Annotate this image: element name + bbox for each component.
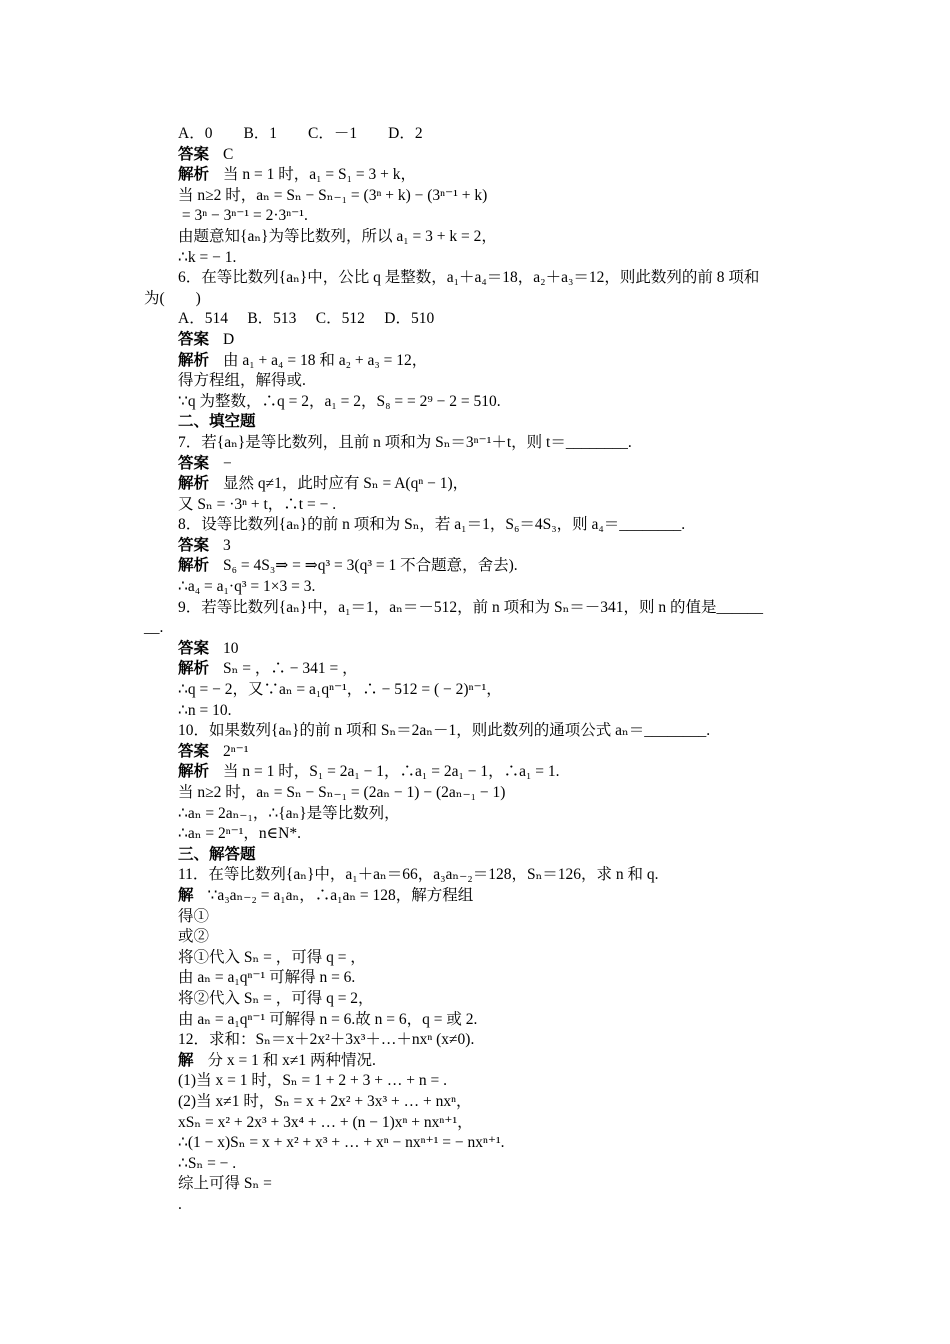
label-tag: 解 [178, 1051, 194, 1069]
text-line [0, 433, 950, 454]
line-text: − [223, 454, 232, 472]
text-line [0, 1113, 950, 1134]
label-tag: 答案 [178, 145, 210, 163]
line-text: ∴k = − 1. [178, 248, 237, 266]
line-text: (2)当 x≠1 时，Sₙ = x + 2x² + 3x³ + … + nxⁿ， [178, 1092, 472, 1110]
line-text: D [223, 330, 235, 348]
text-line [0, 1154, 950, 1175]
text-line [0, 783, 950, 804]
line-text: 或② [178, 928, 210, 946]
line-text: 将①代入 Sₙ = ，可得 q = ， [178, 948, 366, 966]
text-line [0, 248, 950, 269]
line-text: xSₙ = x² + 2x³ + 3x⁴ + … + (n − 1)xⁿ + nxⁿ⁺¹， [178, 1113, 473, 1131]
label-tag: 解析 [178, 166, 210, 184]
text-line [0, 824, 950, 845]
text-line [0, 721, 950, 742]
text-line [0, 1071, 950, 1092]
text-line [0, 1195, 950, 1216]
line-text: ∵a₃aₙ₋₂ = a₁aₙ，∴a₁aₙ = 128，解方程组 [207, 886, 474, 904]
text-line [0, 948, 950, 969]
line-text: 显然 q≠1，此时应有 Sₙ = A(qⁿ − 1)， [223, 475, 469, 493]
text-line [0, 577, 950, 598]
line-text: 由 a₁ + a₄ = 18 和 a₂ + a₃ = 12， [223, 351, 428, 369]
text-line [0, 145, 950, 166]
text-line [0, 289, 950, 310]
text-line [0, 495, 950, 516]
text-line [0, 804, 950, 825]
text-line [0, 989, 950, 1010]
text-line [0, 762, 950, 783]
label-tag: 解析 [178, 557, 210, 575]
text-line [0, 392, 950, 413]
label-tag: 解 [178, 886, 194, 904]
line-text: A．514 B．513 C．512 D．510 [178, 310, 435, 328]
line-text: 当 n = 1 时，a₁ = S₁ = 3 + k， [223, 166, 417, 184]
line-text: ∴aₙ = 2ⁿ⁻¹，n∈N*. [178, 825, 301, 843]
label-tag: 解析 [178, 660, 210, 678]
text-line [0, 618, 950, 639]
text-line [0, 227, 950, 248]
label-tag: 解析 [178, 475, 210, 493]
line-text: 又 Sₙ = ·3ⁿ + t，∴t = − . [178, 495, 337, 513]
line-text: S₆ = 4S₃⇒ = ⇒q³ = 3(q³ = 1 不合题意，舍去). [223, 557, 518, 575]
line-text: 当 n = 1 时，S₁ = 2a₁ − 1，∴a₁ = 2a₁ − 1，∴a₁ = 1. [223, 763, 560, 781]
text-line [0, 454, 950, 475]
line-text: 由 aₙ = a₁qⁿ⁻¹ 可解得 n = 6.故 n = 6，q = 或 2. [178, 1010, 478, 1028]
line-text: 由题意知{aₙ}为等比数列，所以 a₁ = 3 + k = 2， [178, 227, 497, 245]
line-text: 10 [223, 639, 239, 657]
text-line [0, 598, 950, 619]
line-text: 11．在等比数列{aₙ}中，a₁＋aₙ＝66，a₃aₙ₋₂＝128，Sₙ＝126，求 n 和 q. [178, 866, 659, 884]
label-tag: 解析 [178, 763, 210, 781]
line-text: 为( ) [144, 289, 201, 307]
line-text: 6．在等比数列{aₙ}中，公比 q 是整数，a₁＋a₄＝18，a₂＋a₃＝12，则此数列的前 8 项和 [178, 269, 760, 287]
line-text: ∴q = − 2，又∵aₙ = a₁qⁿ⁻¹，∴ − 512 = ( − 2)ⁿ⁻¹， [178, 681, 502, 699]
text-line [0, 474, 950, 495]
line-text: 三、解答题 [178, 845, 256, 863]
text-line [0, 371, 950, 392]
text-line [0, 309, 950, 330]
text-line [0, 206, 950, 227]
line-text: 12．求和：Sₙ＝x＋2x²＋3x³＋…＋nxⁿ (x≠0). [178, 1031, 475, 1049]
text-line [0, 886, 950, 907]
line-text: 当 n≥2 时，aₙ = Sₙ − Sₙ₋₁ = (3ⁿ + k) − (3ⁿ⁻¹ + k) [178, 186, 488, 204]
line-text: = 3ⁿ − 3ⁿ⁻¹ = 2·3ⁿ⁻¹. [178, 207, 308, 225]
line-text: ∴aₙ = 2aₙ₋₁，∴{aₙ}是等比数列， [178, 804, 400, 822]
line-text: 由 aₙ = a₁qⁿ⁻¹ 可解得 n = 6. [178, 969, 356, 987]
line-text: 得① [178, 907, 210, 925]
line-text: ∵q 为整数，∴q = 2，a₁ = 2，S₈ = = 2⁹ − 2 = 510. [178, 392, 501, 410]
text-line [0, 927, 950, 948]
label-tag: 答案 [178, 454, 210, 472]
line-text: A．0 B．1 C．－1 D．2 [178, 125, 423, 142]
line-text: 3 [223, 536, 231, 554]
text-line [0, 1010, 950, 1031]
line-text: 10．如果数列{aₙ}的前 n 项和 Sₙ＝2aₙ－1，则此数列的通项公式 aₙ＝________. [178, 722, 711, 740]
text-line [0, 165, 950, 186]
text-line [0, 536, 950, 557]
line-text: 综上可得 Sₙ = [178, 1175, 272, 1193]
line-text: 分 x = 1 和 x≠1 两种情况. [207, 1051, 376, 1069]
text-line [0, 1051, 950, 1072]
text-line [0, 515, 950, 536]
label-tag: 答案 [178, 330, 210, 348]
text-line [0, 639, 950, 660]
line-text: 当 n≥2 时，aₙ = Sₙ − Sₙ₋₁ = (2aₙ − 1) − (2aₙ₋₁ − 1) [178, 784, 506, 801]
line-text: C [223, 145, 234, 163]
line-text: 2ⁿ⁻¹ [223, 742, 249, 760]
text-line [0, 701, 950, 722]
text-line [0, 1092, 950, 1113]
text-line [0, 1133, 950, 1154]
text-line [0, 268, 950, 289]
text-line [0, 680, 950, 701]
line-text: 将②代入 Sₙ = ，可得 q = 2， [178, 989, 374, 1007]
text-line [0, 1030, 950, 1051]
text-line [0, 124, 950, 145]
text-line [0, 742, 950, 763]
line-text: 9．若等比数列{aₙ}中，a₁＝1，aₙ＝－512，前 n 项和为 Sₙ＝－341，则 n 的值是______ [178, 598, 764, 616]
line-text: (1)当 x = 1 时，Sₙ = 1 + 2 + 3 + … + n = . [178, 1072, 447, 1090]
line-text: Sₙ = ，∴ − 341 = ， [223, 660, 358, 678]
line-text: ∴(1 − x)Sₙ = x + x² + x³ + … + xⁿ − nxⁿ⁺¹ = − nxⁿ⁺¹. [178, 1134, 505, 1152]
line-text: __. [144, 619, 164, 637]
text-line [0, 968, 950, 989]
text-line [0, 659, 950, 680]
text-line [0, 556, 950, 577]
text-line [0, 351, 950, 372]
line-text: ∴Sₙ = − . [178, 1154, 237, 1172]
section-heading [0, 412, 950, 433]
line-text: ∴a₄ = a₁·q³ = 1×3 = 3. [178, 578, 316, 596]
text-line [0, 330, 950, 351]
line-text: . [178, 1195, 182, 1213]
label-tag: 答案 [178, 742, 210, 760]
line-text: ∴n = 10. [178, 701, 232, 719]
label-tag: 答案 [178, 639, 210, 657]
line-text: 7．若{aₙ}是等比数列，且前 n 项和为 Sₙ＝3ⁿ⁻¹＋t，则 t＝________. [178, 433, 632, 451]
text-line [0, 186, 950, 207]
text-line [0, 907, 950, 928]
section-heading [0, 845, 950, 866]
text-line [0, 865, 950, 886]
line-text: 得方程组，解得或. [178, 372, 306, 390]
document-page [0, 124, 950, 1215]
label-tag: 解析 [178, 351, 210, 369]
label-tag: 答案 [178, 536, 210, 554]
text-line [0, 1174, 950, 1195]
line-text: 8．设等比数列{aₙ}的前 n 项和为 Sₙ，若 a₁＝1，S₆＝4S₃，则 a₄＝________. [178, 516, 686, 534]
line-text: 二、填空题 [178, 413, 256, 431]
